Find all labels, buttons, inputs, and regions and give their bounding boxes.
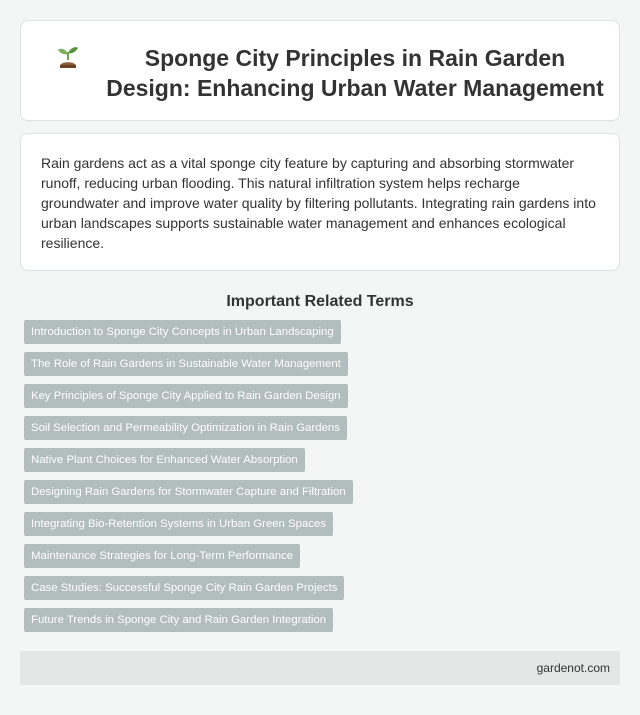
term-link-key-principles[interactable]: Key Principles of Sponge City Applied to Rain Garden Design [24,384,348,408]
term-item [24,352,620,376]
term-link-bio-retention[interactable]: Integrating Bio-Retention Systems in Urban Green Spaces [24,512,333,536]
footer-site-link[interactable]: gardenot.com [536,661,610,675]
term-item [24,512,620,536]
term-link-native-plants[interactable]: Native Plant Choices for Enhanced Water Absorption [24,448,305,472]
term-link-stormwater-capture[interactable]: Designing Rain Gardens for Stormwater Capture and Filtration [24,480,353,504]
term-link-soil-selection[interactable]: Soil Selection and Permeability Optimization in Rain Gardens [24,416,347,440]
term-link-future-trends[interactable]: Future Trends in Sponge City and Rain Garden Integration [24,608,333,632]
term-link-maintenance[interactable]: Maintenance Strategies for Long-Term Performance [24,544,300,568]
term-item [24,576,620,600]
related-terms-list [20,320,620,640]
term-item [24,416,620,440]
summary-text: Rain gardens act as a vital sponge city feature by capturing and absorbing stormwater runoff, reducing urban flooding. This natural infiltration system helps recharge groundwater and improve water quality by filtering pollutants. Integrating rain gardens into urban landscapes supports sustainable water management and enhances ecological resilience. [41,155,596,251]
related-terms-heading: Important Related Terms [226,293,414,310]
term-item [24,320,620,344]
term-link-role-of-rain-gardens[interactable]: The Role of Rain Gardens in Sustainable Water Management [24,352,348,376]
term-item [24,608,620,632]
seedling-icon [57,45,79,73]
summary-card [20,133,620,271]
term-item [24,480,620,504]
term-item [24,384,620,408]
page-title: Sponge City Principles in Rain Garden Design: Enhancing Urban Water Management [106,45,604,101]
title-card [20,20,620,121]
footer [20,651,620,685]
term-item [24,544,620,568]
term-link-case-studies[interactable]: Case Studies: Successful Sponge City Rain Garden Projects [24,576,344,600]
term-item [24,448,620,472]
term-link-sponge-city-concepts[interactable]: Introduction to Sponge City Concepts in Urban Landscaping [24,320,341,344]
